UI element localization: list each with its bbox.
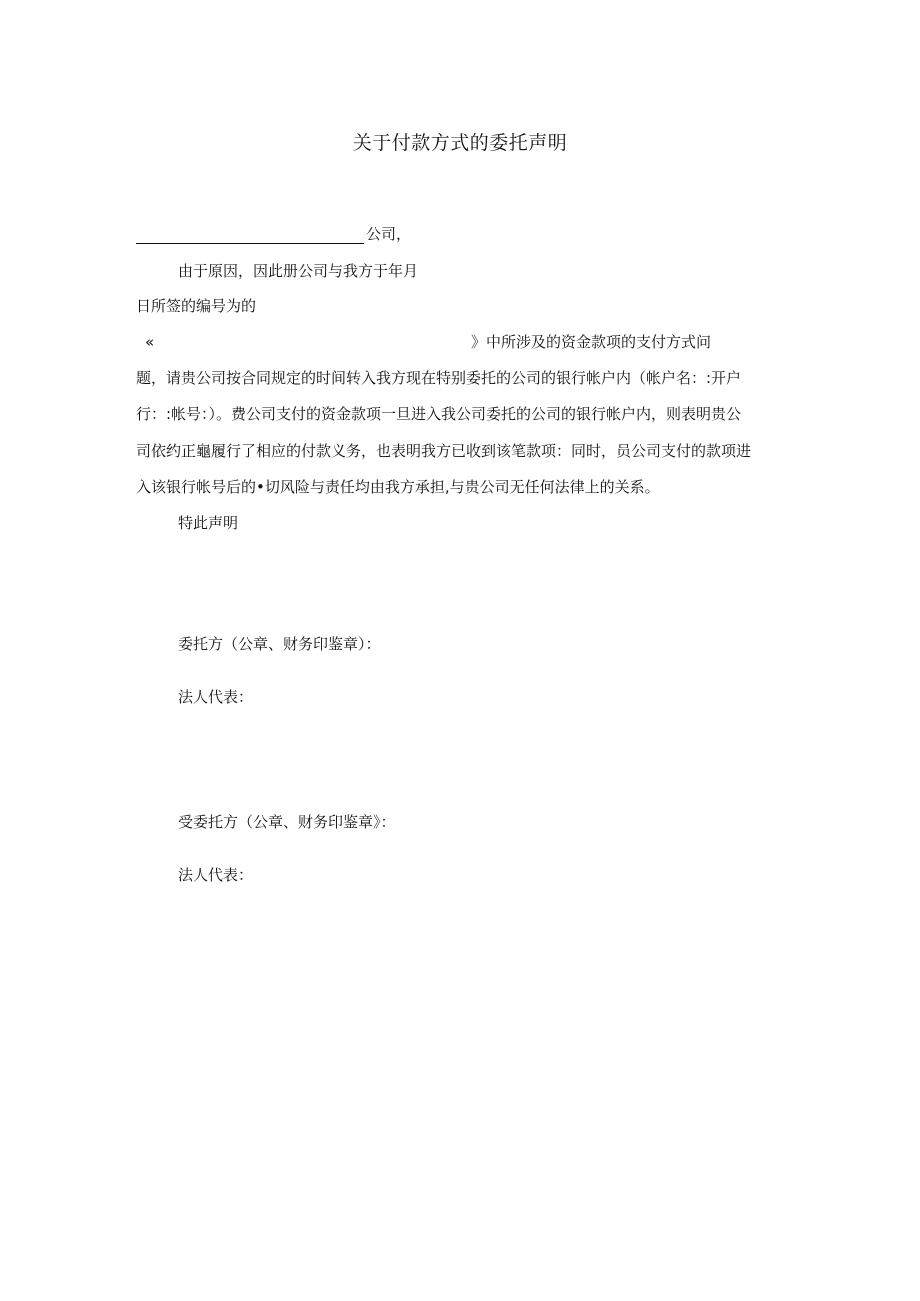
principal-seal-label: 委托方（公章、财务印鉴章）： [178, 635, 381, 653]
paragraph-line-5: 行：:帐号：）。费公司支付的资金款项一旦进入我公司委托的公司的银行帐户内，则表明贵公 [136, 405, 742, 423]
addressee-line [136, 224, 411, 244]
company-name-blank [136, 227, 364, 244]
agent-seal-label: 受委托方（公章、财务印鉴章》： [178, 813, 396, 831]
declaration-text: 特此声明 [178, 514, 239, 532]
paragraph-line-3-open-quote: « [145, 333, 155, 351]
agent-rep-label: 法人代表： [178, 866, 254, 884]
principal-rep-label: 法人代表： [178, 688, 254, 706]
paragraph-line-3: 》中所涉及的资金款项的支付方式问 [471, 333, 712, 351]
paragraph-line-2: 日所签的编号为的 [136, 297, 257, 315]
paragraph-line-7: 入该银行帐号后的•切风险与责任均由我方承担,与贵公司无任何法律上的关系。 [136, 478, 660, 496]
paragraph-line-1: 由于原因，因此册公司与我方于年月 [178, 262, 419, 280]
paragraph-line-4: 题，请贵公司按合同规定的时间转入我方现在特别委托的公司的银行帐户内（帐户名：:开户 [136, 369, 742, 387]
paragraph-line-6: 司依约正龜履行了相应的付款义务，也表明我方已收到该笔款项：同时，员公司支付的款项进 [136, 442, 752, 460]
document-title: 关于付款方式的委托声明 [352, 132, 568, 154]
addressee-suffix: 公司， [366, 225, 412, 243]
